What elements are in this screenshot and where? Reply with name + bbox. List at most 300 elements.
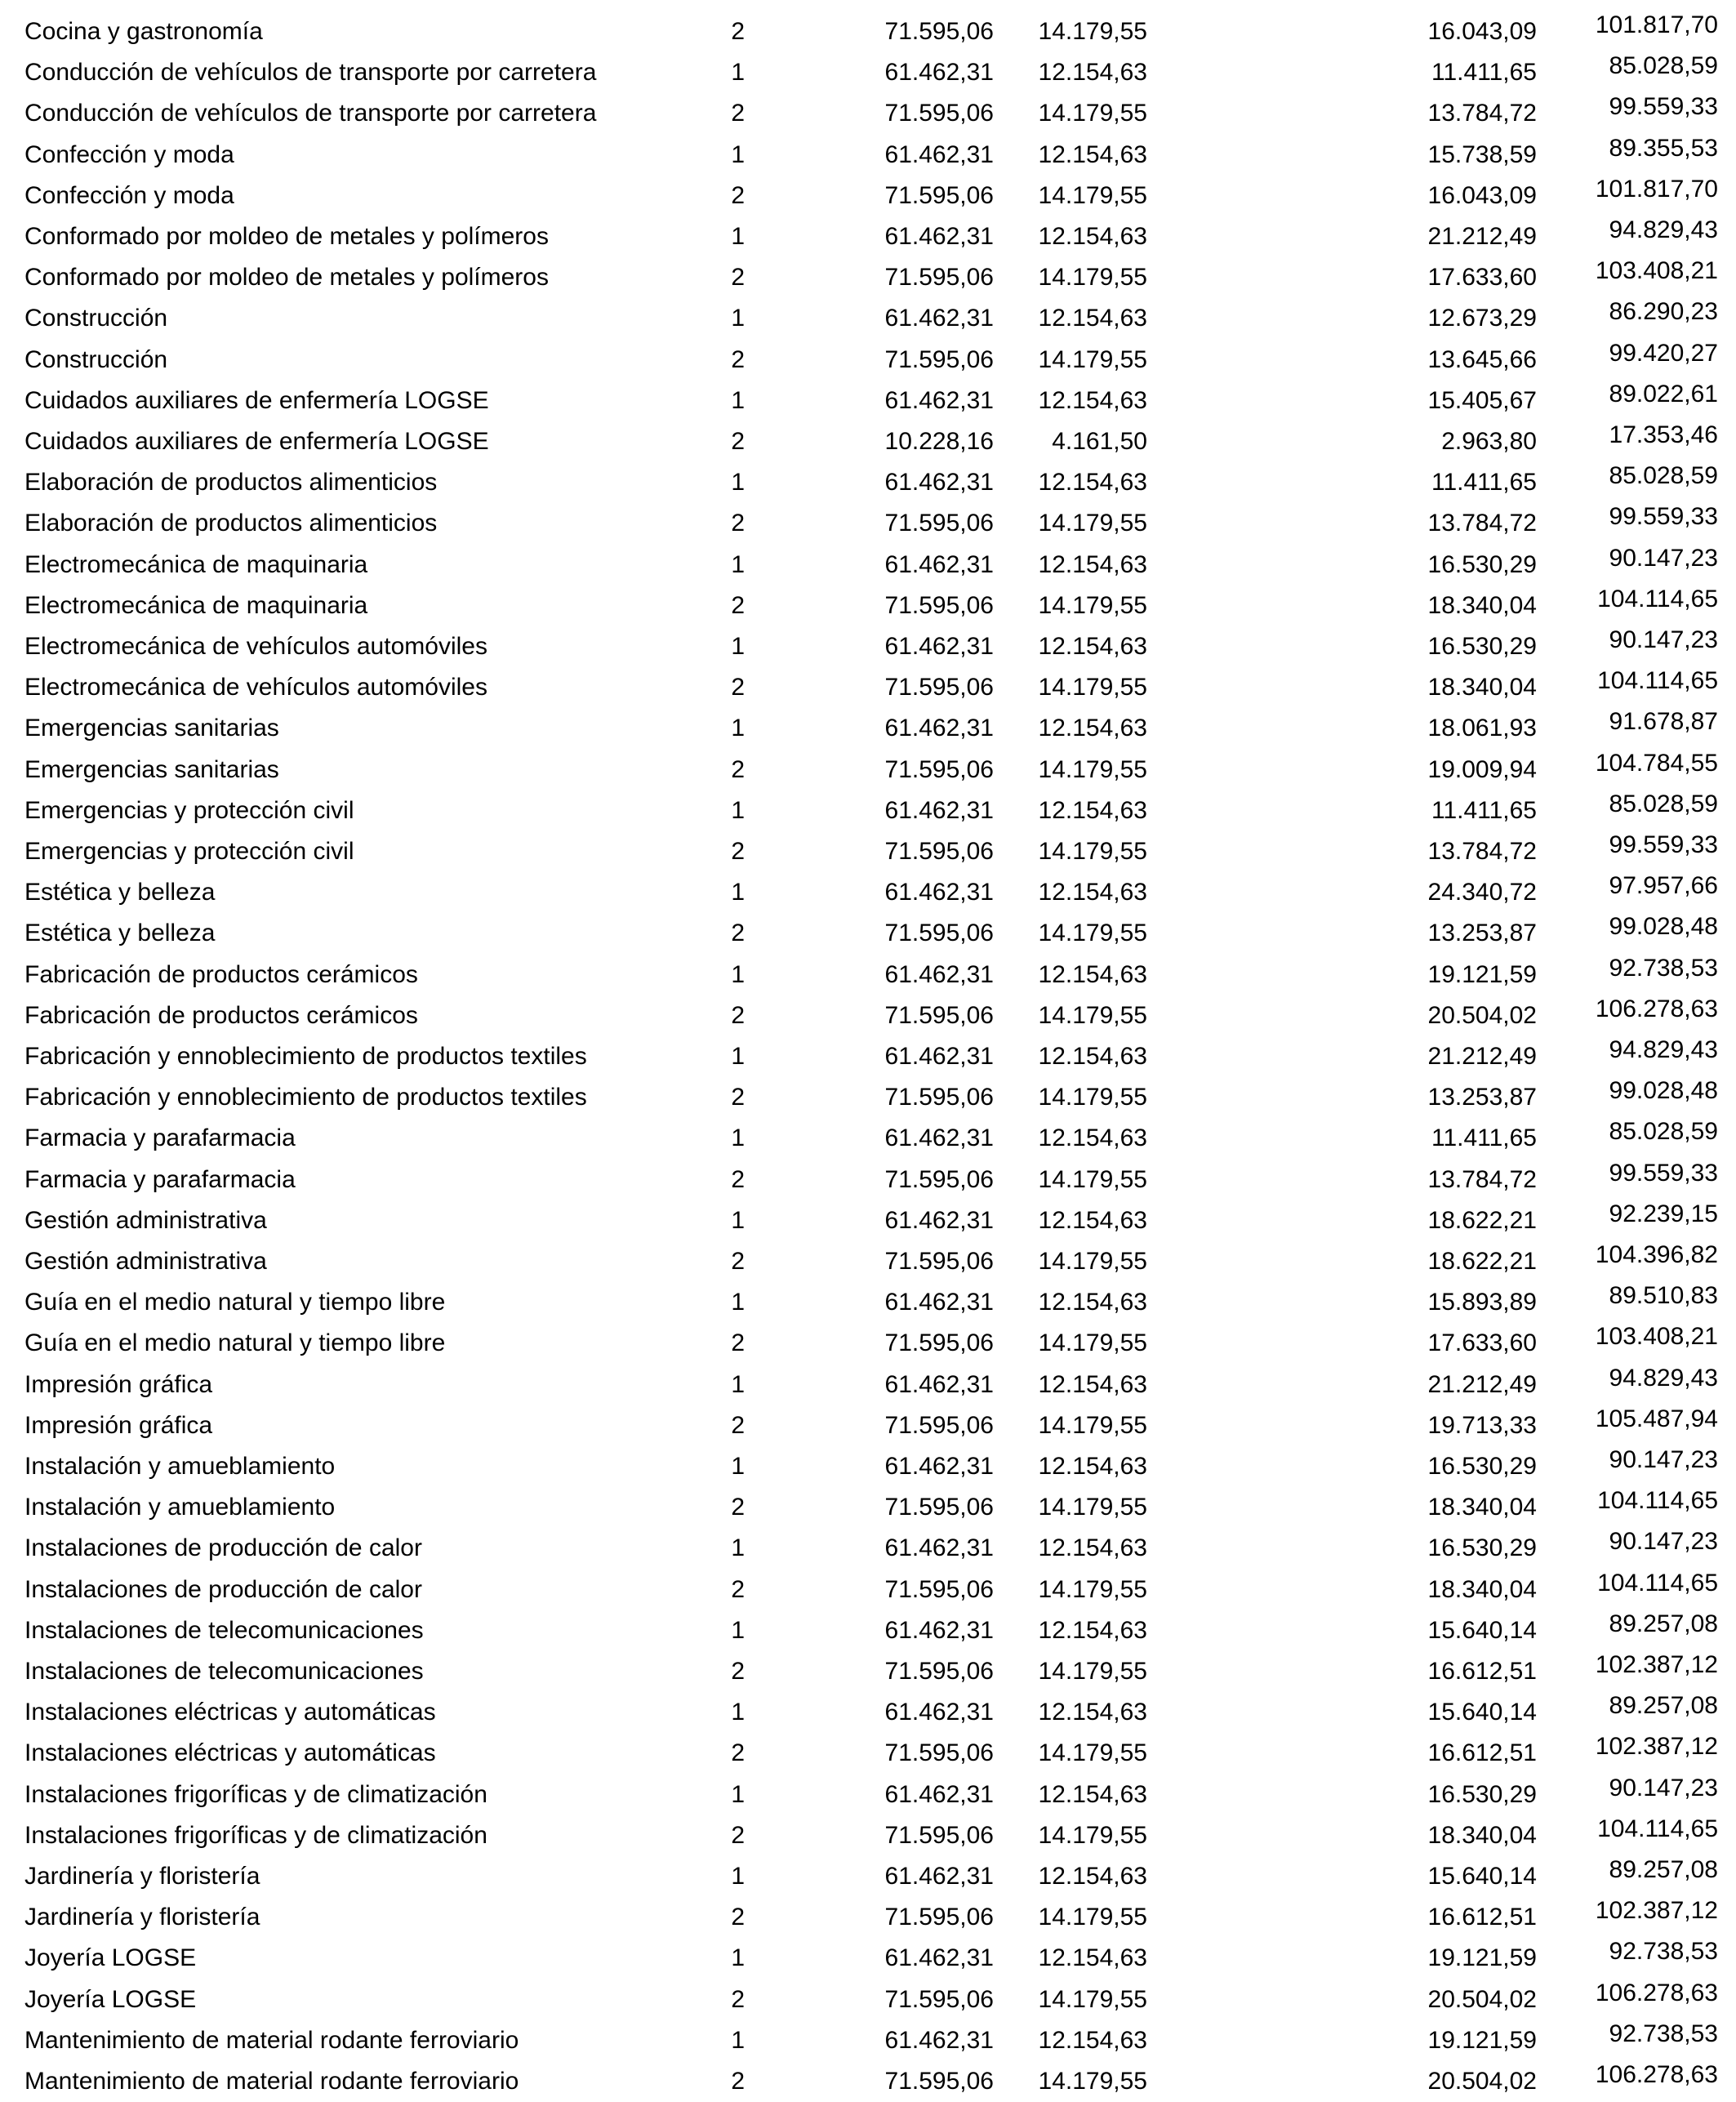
row-name: Mantenimiento de material rodante ferroviario [24, 2068, 519, 2095]
row-total: 101.817,70 [1595, 176, 1718, 203]
row-amount-b: 12.154,63 [1038, 1781, 1147, 1808]
row-amount-c: 16.530,29 [1427, 633, 1537, 660]
row-name: Conducción de vehículos de transporte por carretera [24, 59, 597, 86]
table-row [0, 1610, 1736, 1651]
row-name: Impresión gráfica [24, 1412, 213, 1439]
row-amount-c: 16.530,29 [1427, 1781, 1537, 1808]
row-total: 99.559,33 [1609, 503, 1718, 530]
row-amount-a: 61.462,31 [884, 715, 994, 741]
row-total: 89.257,08 [1609, 1692, 1718, 1719]
row-amount-c: 2.963,80 [1441, 428, 1537, 455]
table-row [0, 1241, 1736, 1282]
row-year: 1 [731, 551, 745, 578]
row-name: Emergencias sanitarias [24, 715, 279, 741]
row-name: Fabricación y ennoblecimiento de productos textiles [24, 1043, 587, 1070]
row-amount-a: 61.462,31 [884, 633, 994, 660]
row-amount-b: 14.179,55 [1038, 346, 1147, 373]
table-row [0, 831, 1736, 872]
row-amount-b: 14.179,55 [1038, 1822, 1147, 1849]
row-year: 1 [731, 1371, 745, 1398]
row-amount-c: 19.121,59 [1427, 2027, 1537, 2054]
row-amount-a: 71.595,06 [884, 1412, 994, 1439]
row-amount-a: 71.595,06 [884, 18, 994, 45]
row-amount-c: 19.009,94 [1427, 756, 1537, 783]
table-row [0, 872, 1736, 913]
table-row [0, 1692, 1736, 1733]
row-year: 1 [731, 1289, 745, 1316]
table-row [0, 586, 1736, 626]
table-row [0, 340, 1736, 381]
row-year: 1 [731, 469, 745, 496]
table-row [0, 1487, 1736, 1528]
row-year: 1 [731, 1863, 745, 1890]
row-amount-b: 12.154,63 [1038, 1863, 1147, 1890]
row-amount-a: 71.595,06 [884, 1658, 994, 1685]
row-total: 92.738,53 [1609, 1938, 1718, 1965]
row-year: 1 [731, 961, 745, 988]
table-row [0, 1856, 1736, 1897]
row-total: 104.114,65 [1597, 1570, 1718, 1597]
row-total: 94.829,43 [1609, 1036, 1718, 1063]
row-amount-b: 12.154,63 [1038, 1453, 1147, 1480]
row-amount-c: 16.612,51 [1427, 1904, 1537, 1931]
row-year: 1 [731, 59, 745, 86]
row-amount-c: 13.645,66 [1427, 346, 1537, 373]
row-total: 17.353,46 [1609, 421, 1718, 448]
row-amount-b: 14.179,55 [1038, 1084, 1147, 1111]
row-total: 105.487,94 [1595, 1405, 1718, 1432]
row-amount-b: 12.154,63 [1038, 1617, 1147, 1644]
row-amount-b: 12.154,63 [1038, 1043, 1147, 1070]
row-total: 85.028,59 [1609, 462, 1718, 489]
row-total: 89.257,08 [1609, 1856, 1718, 1883]
row-total: 90.147,23 [1609, 1528, 1718, 1555]
row-amount-c: 16.612,51 [1427, 1658, 1537, 1685]
row-amount-a: 61.462,31 [884, 1453, 994, 1480]
row-amount-b: 12.154,63 [1038, 551, 1147, 578]
table-row [0, 708, 1736, 749]
row-name: Farmacia y parafarmacia [24, 1124, 296, 1151]
row-amount-c: 17.633,60 [1427, 1329, 1537, 1356]
row-name: Cuidados auxiliares de enfermería LOGSE [24, 428, 489, 455]
row-amount-a: 61.462,31 [884, 1371, 994, 1398]
row-total: 103.408,21 [1595, 257, 1718, 284]
row-amount-a: 61.462,31 [884, 1699, 994, 1726]
row-name: Impresión gráfica [24, 1371, 213, 1398]
row-amount-a: 71.595,06 [884, 1822, 994, 1849]
row-amount-c: 16.530,29 [1427, 1534, 1537, 1561]
row-name: Confección y moda [24, 141, 234, 168]
row-amount-c: 20.504,02 [1427, 1002, 1537, 1029]
table-row [0, 913, 1736, 954]
row-name: Emergencias sanitarias [24, 756, 279, 783]
row-name: Electromecánica de maquinaria [24, 592, 368, 619]
row-total: 85.028,59 [1609, 1118, 1718, 1145]
row-name: Instalaciones de producción de calor [24, 1534, 422, 1561]
row-year: 2 [731, 264, 745, 291]
row-name: Instalación y amueblamiento [24, 1453, 336, 1480]
row-name: Emergencias y protección civil [24, 838, 354, 865]
table-row [0, 1980, 1736, 2020]
row-total: 90.147,23 [1609, 545, 1718, 572]
row-amount-a: 71.595,06 [884, 1166, 994, 1193]
row-total: 102.387,12 [1595, 1897, 1718, 1924]
row-total: 103.408,21 [1595, 1323, 1718, 1350]
row-amount-a: 61.462,31 [884, 141, 994, 168]
row-year: 2 [731, 1576, 745, 1603]
row-year: 1 [731, 1043, 745, 1070]
row-amount-a: 61.462,31 [884, 1043, 994, 1070]
row-amount-a: 71.595,06 [884, 182, 994, 209]
row-amount-b: 12.154,63 [1038, 961, 1147, 988]
row-total: 106.278,63 [1595, 2061, 1718, 2088]
row-name: Elaboración de productos alimenticios [24, 469, 438, 496]
row-amount-b: 14.179,55 [1038, 510, 1147, 537]
row-name: Instalaciones eléctricas y automáticas [24, 1739, 436, 1766]
row-year: 1 [731, 633, 745, 660]
row-amount-c: 19.121,59 [1427, 1944, 1537, 1971]
row-amount-c: 13.784,72 [1427, 1166, 1537, 1193]
row-amount-b: 14.179,55 [1038, 1576, 1147, 1603]
row-amount-a: 61.462,31 [884, 305, 994, 332]
row-year: 1 [731, 715, 745, 741]
row-amount-b: 14.179,55 [1038, 1986, 1147, 2013]
row-amount-a: 71.595,06 [884, 1248, 994, 1275]
row-year: 1 [731, 305, 745, 332]
row-year: 2 [731, 838, 745, 865]
row-year: 2 [731, 1494, 745, 1521]
row-year: 1 [731, 1124, 745, 1151]
table-row [0, 1775, 1736, 1815]
row-name: Gestión administrativa [24, 1207, 267, 1234]
row-amount-b: 14.179,55 [1038, 264, 1147, 291]
table-row [0, 135, 1736, 176]
row-amount-b: 14.179,55 [1038, 1002, 1147, 1029]
row-year: 2 [731, 1002, 745, 1029]
row-name: Emergencias y protección civil [24, 797, 354, 824]
table-row [0, 462, 1736, 503]
row-name: Jardinería y floristería [24, 1863, 260, 1890]
row-amount-a: 61.462,31 [884, 1534, 994, 1561]
table-row [0, 790, 1736, 831]
table-row [0, 1200, 1736, 1241]
row-amount-c: 21.212,49 [1427, 223, 1537, 250]
row-year: 2 [731, 100, 745, 127]
row-name: Fabricación y ennoblecimiento de productos textiles [24, 1084, 587, 1111]
row-amount-b: 14.179,55 [1038, 920, 1147, 946]
row-name: Guía en el medio natural y tiempo libre [24, 1329, 446, 1356]
row-amount-b: 12.154,63 [1038, 1124, 1147, 1151]
row-year: 1 [731, 797, 745, 824]
table-row [0, 1077, 1736, 1118]
row-total: 104.114,65 [1597, 586, 1718, 612]
row-amount-b: 14.179,55 [1038, 1658, 1147, 1685]
row-name: Confección y moda [24, 182, 234, 209]
row-total: 104.114,65 [1597, 1815, 1718, 1842]
table-row [0, 750, 1736, 790]
row-year: 1 [731, 141, 745, 168]
row-amount-a: 71.595,06 [884, 100, 994, 127]
table-row [0, 1733, 1736, 1774]
row-total: 102.387,12 [1595, 1651, 1718, 1678]
row-total: 104.114,65 [1597, 1487, 1718, 1514]
row-total: 99.559,33 [1609, 93, 1718, 120]
row-name: Instalación y amueblamiento [24, 1494, 336, 1521]
row-year: 1 [731, 1944, 745, 1971]
row-total: 89.257,08 [1609, 1610, 1718, 1637]
row-year: 1 [731, 879, 745, 906]
row-year: 2 [731, 510, 745, 537]
row-amount-c: 12.673,29 [1427, 305, 1537, 332]
table-row [0, 2061, 1736, 2102]
row-name: Elaboración de productos alimenticios [24, 510, 438, 537]
row-amount-a: 71.595,06 [884, 510, 994, 537]
row-amount-c: 13.784,72 [1427, 100, 1537, 127]
row-year: 2 [731, 428, 745, 455]
row-amount-b: 12.154,63 [1038, 715, 1147, 741]
row-amount-a: 71.595,06 [884, 1739, 994, 1766]
row-amount-a: 61.462,31 [884, 59, 994, 86]
row-amount-b: 12.154,63 [1038, 1371, 1147, 1398]
row-amount-b: 14.179,55 [1038, 100, 1147, 127]
table-row [0, 93, 1736, 134]
row-amount-b: 14.179,55 [1038, 1494, 1147, 1521]
row-year: 2 [731, 920, 745, 946]
row-total: 94.829,43 [1609, 1365, 1718, 1392]
row-name: Estética y belleza [24, 879, 216, 906]
row-name: Electromecánica de vehículos automóviles [24, 633, 487, 660]
row-year: 2 [731, 1084, 745, 1111]
row-name: Conformado por moldeo de metales y polímeros [24, 264, 549, 291]
row-amount-a: 71.595,06 [884, 592, 994, 619]
row-total: 92.738,53 [1609, 955, 1718, 982]
row-year: 2 [731, 182, 745, 209]
row-amount-c: 16.043,09 [1427, 182, 1537, 209]
row-amount-b: 14.179,55 [1038, 18, 1147, 45]
row-amount-b: 14.179,55 [1038, 1248, 1147, 1275]
row-amount-a: 61.462,31 [884, 1781, 994, 1808]
table-row [0, 1815, 1736, 1856]
row-amount-c: 20.504,02 [1427, 2068, 1537, 2095]
row-amount-a: 71.595,06 [884, 1494, 994, 1521]
row-name: Construcción [24, 346, 168, 373]
row-year: 2 [731, 346, 745, 373]
row-total: 97.957,66 [1609, 872, 1718, 899]
row-amount-a: 71.595,06 [884, 1576, 994, 1603]
row-total: 90.147,23 [1609, 1775, 1718, 1801]
row-year: 2 [731, 1329, 745, 1356]
row-amount-a: 61.462,31 [884, 1207, 994, 1234]
row-amount-c: 15.640,14 [1427, 1699, 1537, 1726]
row-name: Instalaciones frigoríficas y de climatización [24, 1781, 487, 1808]
row-amount-c: 17.633,60 [1427, 264, 1537, 291]
row-total: 104.114,65 [1597, 667, 1718, 694]
table-row [0, 52, 1736, 93]
row-amount-a: 61.462,31 [884, 1289, 994, 1316]
row-year: 1 [731, 1453, 745, 1480]
row-amount-b: 12.154,63 [1038, 2027, 1147, 2054]
table-row [0, 216, 1736, 257]
row-amount-c: 15.738,59 [1427, 141, 1537, 168]
row-amount-c: 20.504,02 [1427, 1986, 1537, 2013]
row-total: 104.396,82 [1595, 1241, 1718, 1268]
row-amount-c: 18.061,93 [1427, 715, 1537, 741]
row-amount-b: 12.154,63 [1038, 59, 1147, 86]
row-amount-a: 71.595,06 [884, 1002, 994, 1029]
row-amount-b: 12.154,63 [1038, 305, 1147, 332]
row-total: 102.387,12 [1595, 1733, 1718, 1760]
table-row [0, 503, 1736, 544]
row-amount-b: 12.154,63 [1038, 223, 1147, 250]
row-amount-b: 12.154,63 [1038, 797, 1147, 824]
row-amount-c: 18.340,04 [1427, 1494, 1537, 1521]
row-total: 91.678,87 [1609, 708, 1718, 735]
row-amount-a: 61.462,31 [884, 1863, 994, 1890]
row-year: 1 [731, 1781, 745, 1808]
row-total: 90.147,23 [1609, 1446, 1718, 1473]
row-amount-b: 12.154,63 [1038, 879, 1147, 906]
table-row [0, 1897, 1736, 1938]
row-amount-a: 61.462,31 [884, 223, 994, 250]
row-amount-c: 18.340,04 [1427, 674, 1537, 701]
row-total: 99.028,48 [1609, 1077, 1718, 1104]
row-amount-b: 14.179,55 [1038, 1166, 1147, 1193]
row-amount-c: 15.640,14 [1427, 1617, 1537, 1644]
table-row [0, 1570, 1736, 1610]
row-name: Joyería LOGSE [24, 1944, 197, 1971]
row-year: 1 [731, 1699, 745, 1726]
row-amount-b: 14.179,55 [1038, 2068, 1147, 2095]
row-amount-a: 61.462,31 [884, 469, 994, 496]
row-year: 2 [731, 1248, 745, 1275]
row-amount-a: 61.462,31 [884, 1944, 994, 1971]
row-year: 2 [731, 674, 745, 701]
row-amount-c: 19.121,59 [1427, 961, 1537, 988]
row-amount-b: 12.154,63 [1038, 1944, 1147, 1971]
row-amount-a: 71.595,06 [884, 1329, 994, 1356]
row-amount-a: 71.595,06 [884, 2068, 994, 2095]
row-total: 101.817,70 [1595, 11, 1718, 38]
table-row [0, 176, 1736, 216]
row-amount-c: 15.405,67 [1427, 387, 1537, 414]
row-amount-a: 10.228,16 [884, 428, 994, 455]
row-amount-b: 12.154,63 [1038, 387, 1147, 414]
table-row [0, 1405, 1736, 1446]
row-amount-a: 71.595,06 [884, 920, 994, 946]
row-amount-b: 14.179,55 [1038, 838, 1147, 865]
row-amount-b: 14.179,55 [1038, 592, 1147, 619]
row-amount-a: 61.462,31 [884, 1617, 994, 1644]
table-row [0, 1365, 1736, 1405]
row-year: 2 [731, 1739, 745, 1766]
table-row [0, 1651, 1736, 1692]
row-amount-b: 4.161,50 [1052, 428, 1147, 455]
table-row [0, 257, 1736, 298]
row-year: 2 [731, 756, 745, 783]
table-row [0, 421, 1736, 462]
row-total: 86.290,23 [1609, 298, 1718, 325]
row-amount-a: 61.462,31 [884, 551, 994, 578]
row-amount-c: 21.212,49 [1427, 1371, 1537, 1398]
row-amount-b: 14.179,55 [1038, 674, 1147, 701]
row-total: 92.239,15 [1609, 1200, 1718, 1227]
row-name: Fabricación de productos cerámicos [24, 1002, 418, 1029]
row-total: 106.278,63 [1595, 1980, 1718, 2006]
row-year: 1 [731, 223, 745, 250]
row-amount-c: 13.253,87 [1427, 1084, 1537, 1111]
row-amount-c: 16.612,51 [1427, 1739, 1537, 1766]
row-name: Cocina y gastronomía [24, 18, 263, 45]
row-name: Farmacia y parafarmacia [24, 1166, 296, 1193]
row-total: 99.559,33 [1609, 1160, 1718, 1187]
row-total: 89.355,53 [1609, 135, 1718, 162]
row-name: Conducción de vehículos de transporte por carretera [24, 100, 597, 127]
row-amount-a: 61.462,31 [884, 797, 994, 824]
row-amount-b: 14.179,55 [1038, 756, 1147, 783]
row-total: 85.028,59 [1609, 790, 1718, 817]
row-amount-c: 11.411,65 [1431, 797, 1537, 824]
row-year: 2 [731, 1986, 745, 2013]
row-name: Conformado por moldeo de metales y polímeros [24, 223, 549, 250]
row-amount-b: 14.179,55 [1038, 1904, 1147, 1931]
row-amount-a: 71.595,06 [884, 756, 994, 783]
table-row [0, 11, 1736, 52]
row-amount-c: 16.043,09 [1427, 18, 1537, 45]
row-name: Guía en el medio natural y tiempo libre [24, 1289, 446, 1316]
row-year: 1 [731, 1207, 745, 1234]
table-row [0, 1036, 1736, 1077]
row-year: 2 [731, 1904, 745, 1931]
row-amount-a: 61.462,31 [884, 2027, 994, 2054]
row-amount-b: 14.179,55 [1038, 1739, 1147, 1766]
row-amount-a: 61.462,31 [884, 387, 994, 414]
row-amount-a: 61.462,31 [884, 1124, 994, 1151]
row-amount-c: 24.340,72 [1427, 879, 1537, 906]
row-year: 2 [731, 18, 745, 45]
row-amount-a: 71.595,06 [884, 264, 994, 291]
row-amount-c: 11.411,65 [1431, 59, 1537, 86]
row-name: Construcción [24, 305, 168, 332]
row-total: 104.784,55 [1595, 750, 1718, 777]
row-name: Instalaciones eléctricas y automáticas [24, 1699, 436, 1726]
row-total: 99.028,48 [1609, 913, 1718, 940]
table-row [0, 2020, 1736, 2061]
row-year: 1 [731, 387, 745, 414]
row-amount-b: 14.179,55 [1038, 1412, 1147, 1439]
row-year: 2 [731, 2068, 745, 2095]
row-amount-a: 61.462,31 [884, 961, 994, 988]
row-total: 85.028,59 [1609, 52, 1718, 79]
row-amount-b: 12.154,63 [1038, 1534, 1147, 1561]
table-row [0, 1282, 1736, 1323]
row-amount-c: 13.253,87 [1427, 920, 1537, 946]
row-year: 1 [731, 1534, 745, 1561]
row-year: 1 [731, 1617, 745, 1644]
row-name: Jardinería y floristería [24, 1904, 260, 1931]
row-amount-b: 12.154,63 [1038, 469, 1147, 496]
row-name: Mantenimiento de material rodante ferroviario [24, 2027, 519, 2054]
row-year: 2 [731, 1822, 745, 1849]
row-amount-c: 16.530,29 [1427, 551, 1537, 578]
row-amount-b: 14.179,55 [1038, 1329, 1147, 1356]
row-total: 99.420,27 [1609, 340, 1718, 367]
row-amount-a: 71.595,06 [884, 346, 994, 373]
table-row [0, 1938, 1736, 1979]
row-amount-b: 12.154,63 [1038, 633, 1147, 660]
row-amount-a: 61.462,31 [884, 879, 994, 906]
row-amount-c: 18.340,04 [1427, 592, 1537, 619]
row-name: Electromecánica de maquinaria [24, 551, 368, 578]
